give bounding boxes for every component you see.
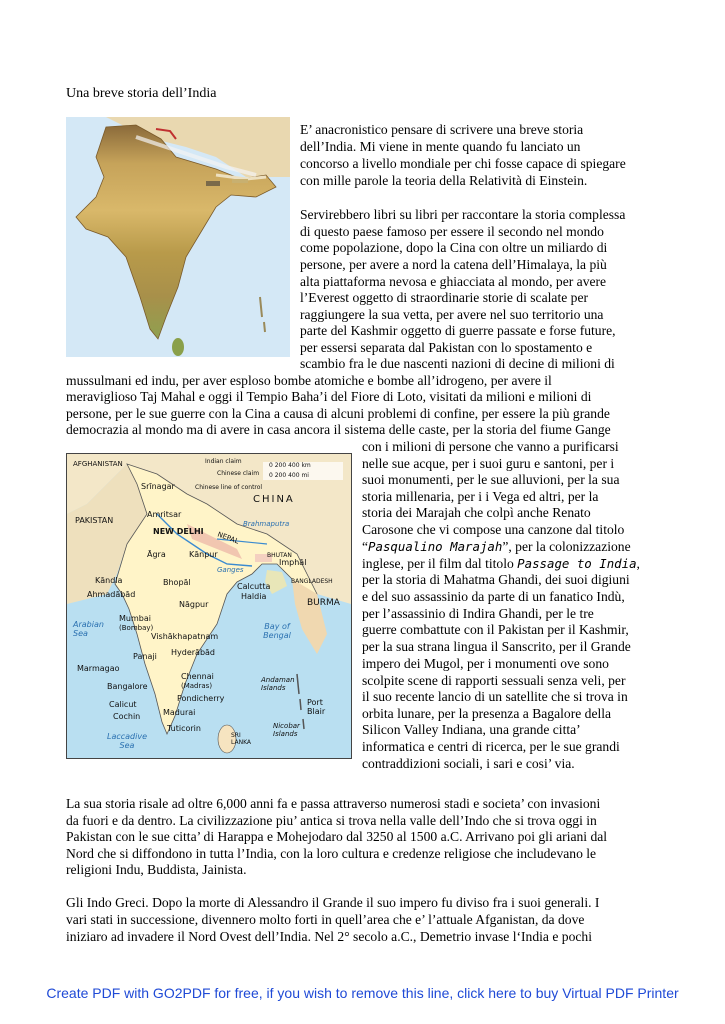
physical-map-image bbox=[66, 117, 290, 357]
physical-map-figure bbox=[66, 117, 290, 357]
pdf-printer-footer-link[interactable]: Create PDF with GO2PDF for free, if you wish to remove this line, click here to buy Virtual PDF Printer bbox=[46, 985, 679, 1001]
film-title: Passage to India bbox=[517, 556, 637, 571]
song-title: Pasqualino Marajah bbox=[368, 539, 503, 554]
political-map-figure: AFGHANISTAN Indian claim Chinese claim Chinese line of control 0 200 400 km 0 200 400 mi Srīnagar CHINA PAKISTAN Amritsar NEPAL NEW DELHI Brahmaputra BHUTAN Āgra Kānpur Imphāl Ganges BANGLADESH Kāndla Bhopāl Calcutta Haldia Ahmadābād Nāgpur BURMA Arabian Sea Mumbai (Bombay) Vishākhapatnam Bay of Bengal Panaji Hyderābād Marmagao Chennai (Madras) Bangalore Andaman Islands Pondicherry Calicut Port Blair Cochin Madurai Laccadive Sea Tuticorin SRI LANKA Nicobar Islands bbox=[66, 453, 352, 759]
song-title-line: “Pasqualino Marajah”, per la colonizzazione bbox=[362, 539, 631, 554]
film-title-line: inglese, per il film dal titolo Passage to India, bbox=[362, 556, 640, 571]
document-title: Una breve storia dell’India bbox=[66, 86, 217, 101]
